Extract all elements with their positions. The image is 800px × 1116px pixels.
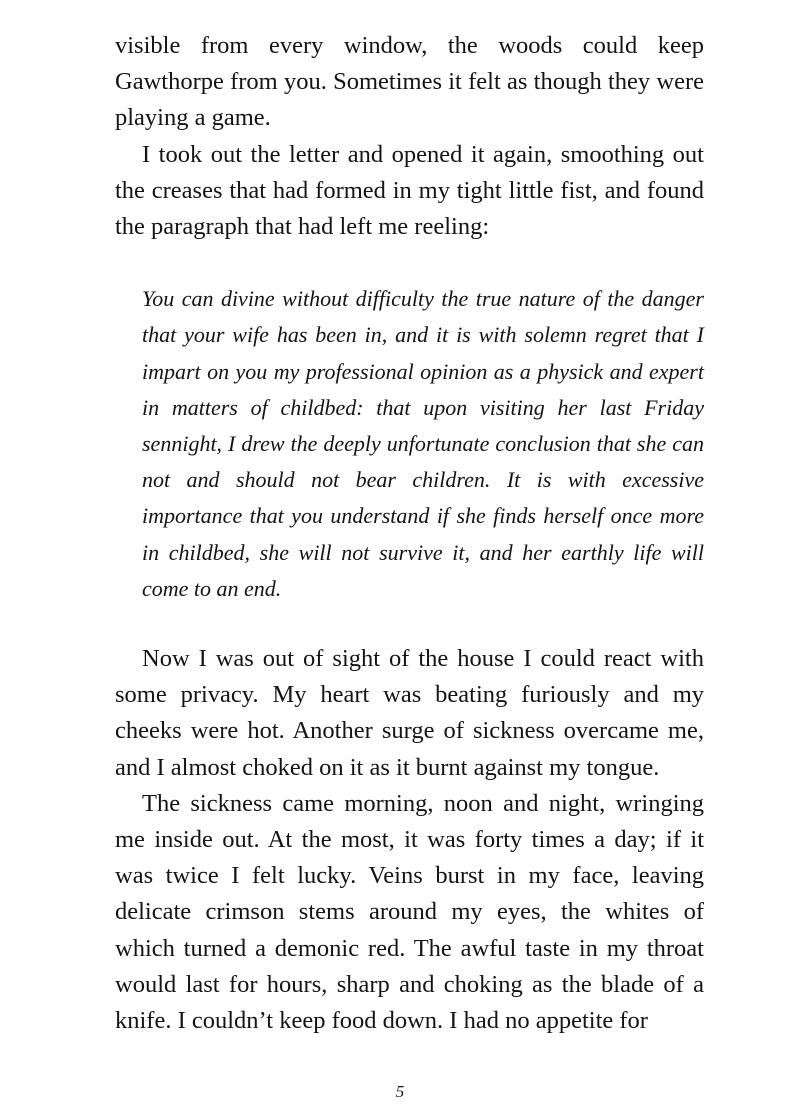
page-number: 5 xyxy=(395,1082,405,1101)
paragraph-letter: I took out the letter and opened it again, smoothing out the creases that had formed in my tight little fist, and found the paragraph that had left me reeling: xyxy=(115,140,704,241)
paragraph-opening: visible from every window, the woods could keep Gawthorpe from you. Sometimes it felt as though they were playing a game. xyxy=(115,32,704,132)
paragraph-sickness: The sickness came morning, noon and night, wringing me inside out. At the most, it was forty times a day; if it was twice I felt lucky. Veins burst in my face, leaving delicate crimson stems around my eyes, the whites of which turned a demonic red. The awful taste in my throat would last for hours, sharp and choking as the blade of a knife. I couldn’t keep food down. I had no appetite for xyxy=(115,789,704,1035)
letter-quote: You can divine without difficulty the true nature of the danger that your wife has been in, and it is with solemn regret that I impart on you my professional opinion as a physick and expert in matters of childbed: that upon visiting her last Friday sennight, I drew the deeply unfortunate conclusion that she can not and should not bear children. It is with excessive importance that you understand if she finds herself once more in childbed, she will not survive it, and her earthly life will come to an end. xyxy=(142,286,704,601)
book-page xyxy=(115,28,704,1039)
paragraph-privacy: Now I was out of sight of the house I could react with some privacy. My heart was beating furiously and my cheeks were hot. Another surge of sickness overcame me, and I almost choked on it as it burnt against my tongue. xyxy=(115,645,704,781)
